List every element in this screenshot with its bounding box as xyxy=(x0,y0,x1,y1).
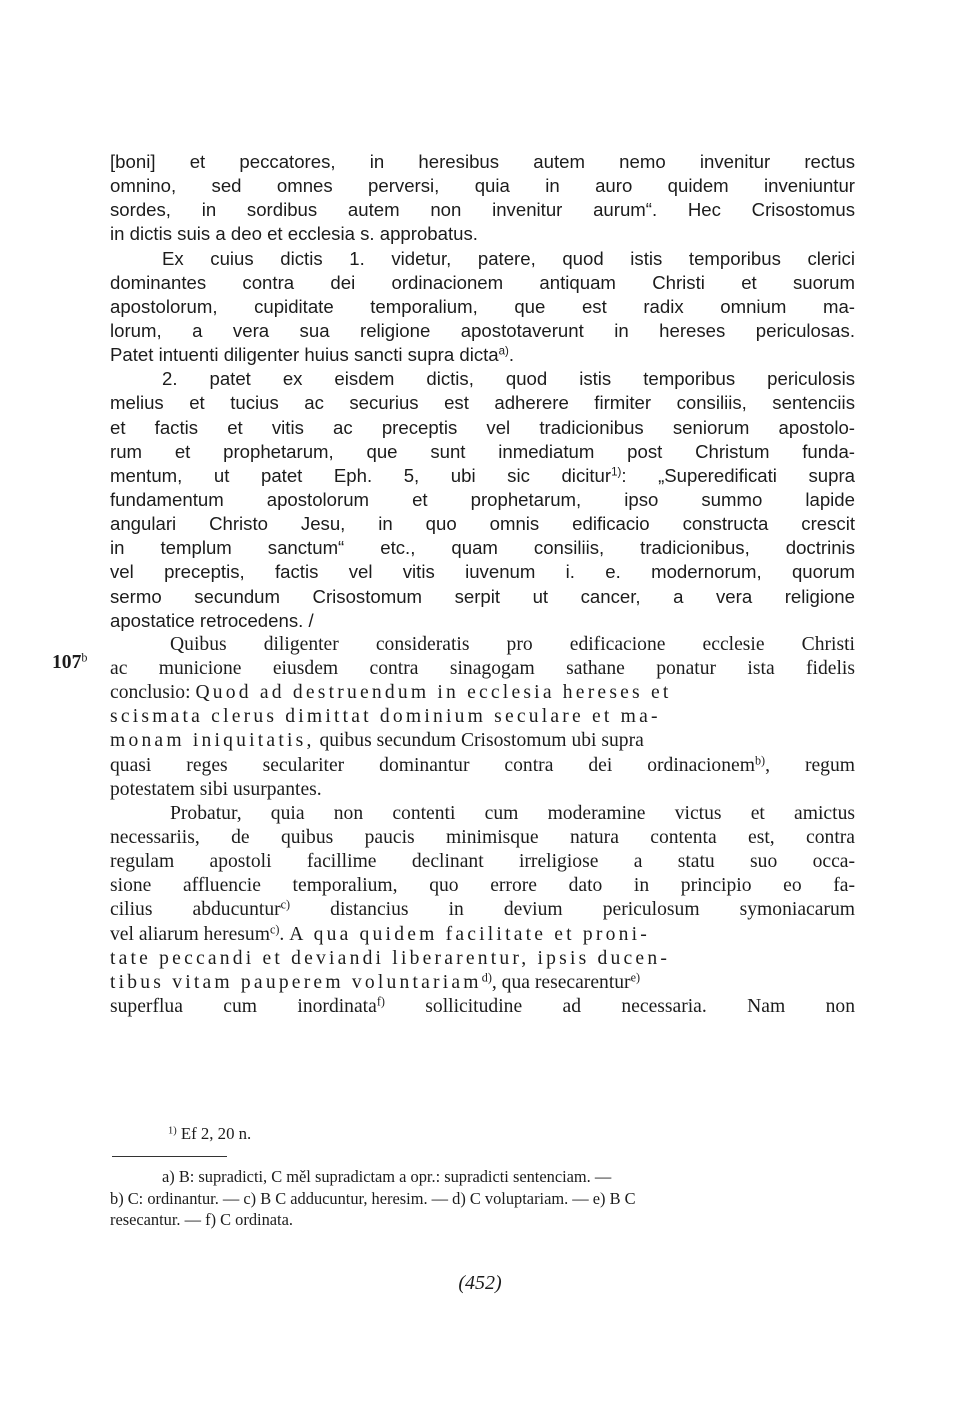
text-line xyxy=(110,416,855,440)
text-line xyxy=(110,512,855,536)
text-segment: necessariis, de quibus paucis minimisque natura contenta est, contra xyxy=(110,826,855,848)
text-segment: regulam apostoli facillime declinant irreligiose a statu suo occa- xyxy=(110,851,855,873)
text-segment: , regum xyxy=(765,754,856,776)
variant-notes xyxy=(110,1166,855,1231)
text-segment: quibus secundum Crisostomum ubi supra xyxy=(314,730,644,752)
text-segment: lorum, a vera sua religione apostotaverunt in hereses periculosas. xyxy=(110,319,855,341)
variant-note-line: resecantur. — f) C ordinata. xyxy=(110,1210,293,1229)
text-segment: sordes, in sordibus autem non invenitur aurum“. Hec Crisostomus xyxy=(110,199,855,221)
text-line xyxy=(110,802,855,826)
text-line xyxy=(110,560,855,584)
text-segment: cilius abducuntur xyxy=(110,899,281,921)
text-segment: monam iniquitatis, xyxy=(110,730,315,752)
text-line xyxy=(110,150,855,174)
text-segment: sollicitudine ad necessaria. Nam non xyxy=(384,995,855,1017)
text-segment: vel aliarum heresum xyxy=(110,923,270,945)
text-segment: c) xyxy=(280,897,291,912)
footnote-text: Ef 2, 20 n. xyxy=(176,1124,252,1143)
footnote-mark: 1) xyxy=(168,1125,177,1137)
text-segment: A qua quidem facilitate et proni- xyxy=(289,923,650,945)
text-segment: omnino, sed omnes perversi, quia in auro quidem inveniuntur xyxy=(110,175,855,197)
page-number: (452) xyxy=(458,1272,502,1294)
main-text xyxy=(110,150,855,1019)
text-line xyxy=(110,609,855,633)
folio-side: b xyxy=(81,650,88,665)
text-segment: mentum, ut patet Eph. 5, ubi sic dicitur xyxy=(110,464,612,486)
text-line xyxy=(110,271,855,295)
text-segment: et factis et vitis ac preceptis vel tradicionibus seniorum apostolo- xyxy=(110,416,855,438)
text-line xyxy=(110,850,855,874)
text-line xyxy=(110,367,855,391)
text-segment: ac municione eiusdem contra sinagogam sathane ponatur ista fidelis xyxy=(110,657,855,679)
text-line xyxy=(110,657,855,681)
text-line xyxy=(110,440,855,464)
text-line xyxy=(110,754,855,778)
text-segment: potestatem sibi usurpantes. xyxy=(110,778,322,800)
text-line xyxy=(110,705,855,729)
text-segment: c) xyxy=(269,921,280,936)
text-segment: b) xyxy=(754,752,766,767)
text-segment: a) xyxy=(498,345,509,358)
text-segment: in templum sanctum“ etc., quam consiliis, tradicionibus, doctrinis xyxy=(110,537,855,559)
text-line xyxy=(110,319,855,343)
text-segment: scismata clerus dimittat dominium seculare et ma- xyxy=(110,706,661,728)
text-segment: apostatice retrocedens. / xyxy=(110,609,314,631)
text-line xyxy=(110,295,855,319)
text-line xyxy=(110,681,855,705)
text-segment: : „Superedificati supra xyxy=(621,464,855,486)
text-line xyxy=(110,536,855,560)
text-segment: sermo secundum Crisostomum serpit ut cancer, a vera religione xyxy=(110,585,855,607)
text-segment: angulari Christo Jesu, in quo omnis edificacio constructa crescit xyxy=(110,513,855,535)
text-line xyxy=(110,585,855,609)
text-line xyxy=(110,343,855,367)
folio-margin-note xyxy=(52,651,87,675)
text-segment: tibus vitam pauperem voluntariam xyxy=(110,971,482,993)
text-line xyxy=(110,464,855,488)
text-line xyxy=(110,995,855,1019)
folio-number: 107 xyxy=(52,652,82,673)
text-segment: in dictis suis a deo et ecclesia s. approbatus. xyxy=(110,223,478,245)
text-segment: distancius in devium periculosum symoniacarum xyxy=(290,899,855,921)
text-segment: Quod ad destruendum in ecclesia hereses et xyxy=(195,682,672,704)
text-line xyxy=(110,898,855,922)
text-segment: . xyxy=(508,344,515,366)
text-segment: dominantes contra dei ordinacionem antiquam Christi et suorum xyxy=(110,271,855,293)
footnote-rule xyxy=(112,1156,227,1157)
text-line xyxy=(110,488,855,512)
text-line xyxy=(110,247,855,271)
text-line xyxy=(110,778,855,802)
text-line xyxy=(110,826,855,850)
variant-note-line: b) C: ordinantur. — c) B C adducuntur, heresim. — d) C voluptariam. — e) B C xyxy=(110,1188,636,1208)
text-line xyxy=(110,947,855,971)
text-segment: conclusio: xyxy=(110,682,196,704)
reference-footnote xyxy=(168,1123,251,1145)
text-segment: apostolorum, cupiditate temporalium, que est radix omnium ma- xyxy=(110,295,855,317)
text-segment: . xyxy=(279,923,290,945)
text-segment: f) xyxy=(376,994,385,1009)
text-line xyxy=(110,391,855,415)
text-segment: Probatur, quia non contenti cum moderamine victus et amictus xyxy=(170,802,855,824)
text-segment: rum et prophetarum, que sunt inmediatum post Christum funda- xyxy=(110,440,855,462)
text-segment: tate peccandi et deviandi liberarentur, ipsis ducen- xyxy=(110,947,671,969)
text-segment: , qua resecarentur xyxy=(491,971,631,993)
text-segment: d) xyxy=(481,970,492,985)
text-segment: superflua cum inordinata xyxy=(110,995,377,1017)
text-line xyxy=(110,971,855,995)
text-segment: sione affluencie temporalium, quo errore dato in principio eo fa- xyxy=(110,875,855,897)
text-segment: 1) xyxy=(611,466,622,479)
text-line xyxy=(110,923,855,947)
text-line xyxy=(110,633,855,657)
text-line xyxy=(110,174,855,198)
text-segment: Patet intuenti diligenter huius sancti supra dicta xyxy=(110,344,499,366)
text-line xyxy=(110,729,855,753)
text-segment: melius et tucius ac securius est adherere firmiter consiliis, sentenciis xyxy=(110,392,855,414)
text-line xyxy=(110,198,855,222)
text-segment: e) xyxy=(630,970,641,985)
text-segment: 2. patet ex eisdem dictis, quod istis temporibus periculosis xyxy=(162,368,855,390)
text-segment: vel preceptis, factis vel vitis iuvenum i. e. modernorum, quorum xyxy=(110,561,855,583)
text-segment: Ex cuius dictis 1. videtur, patere, quod istis temporibus clerici xyxy=(162,247,855,269)
text-line xyxy=(110,874,855,898)
variant-note-line: a) B: supradicti, C měl supradictam a opr.: supradicti sentenciam. — xyxy=(162,1167,612,1186)
text-line xyxy=(110,222,855,246)
text-segment: fundamentum apostolorum et prophetarum, ipso summo lapide xyxy=(110,488,855,510)
text-segment: Quibus diligenter consideratis pro edificacione ecclesie Christi xyxy=(170,633,855,655)
text-segment: [boni] et peccatores, in heresibus autem nemo invenitur rectus xyxy=(110,151,855,172)
text-segment: quasi reges seculariter dominantur contra dei ordinacionem xyxy=(110,754,755,776)
